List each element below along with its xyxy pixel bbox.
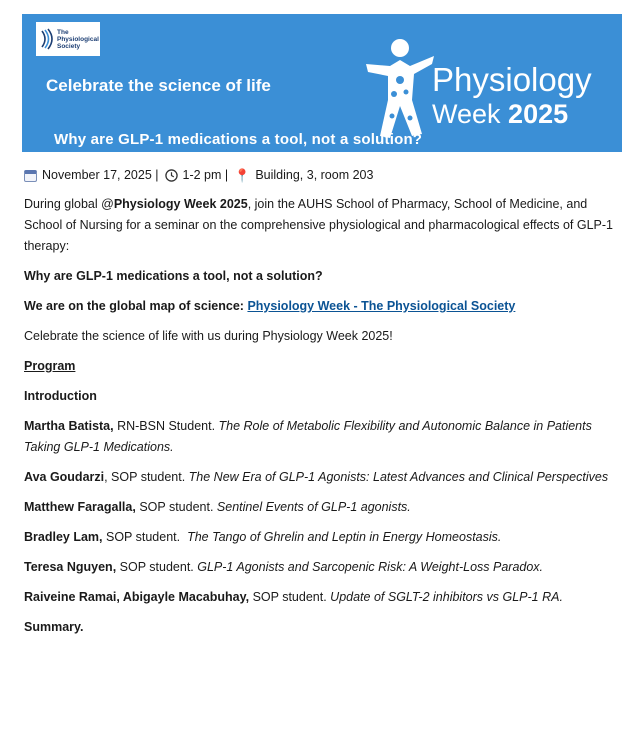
logo-line: The: [57, 28, 69, 36]
celebrate-line: Celebrate the science of life with us during Physiology Week 2025!: [24, 329, 393, 343]
event-details: [24, 165, 624, 647]
program-heading: [24, 356, 624, 377]
intro-text-rest: , join the AUHS School of Pharmacy, School of Medicine, and School of Nursing for a seminar on the comprehensive physiological and pharmacological effects of GLP-1 therapy:: [24, 197, 613, 253]
talk-title: GLP-1 Agonists and Sarcopenic Risk: A Weight-Loss Paradox.: [197, 560, 544, 574]
talk-role: SOP student.: [135, 500, 217, 514]
map-line: [24, 296, 624, 317]
physiology-week-link[interactable]: Physiology Week - The Physiological Society: [247, 299, 516, 313]
talk-title: Sentinel Events of GLP-1 agonists.: [216, 500, 411, 514]
event-location: Building, 3, room 203: [255, 168, 374, 182]
banner-week: [432, 100, 568, 128]
talk-speaker: Teresa Nguyen,: [24, 560, 117, 574]
talk-role: RN-BSN Student.: [113, 419, 219, 433]
intro-text: During global @: [24, 197, 114, 211]
summary-text: Summary.: [24, 620, 84, 634]
talk-speaker: Martha Batista,: [24, 419, 114, 433]
talk-speaker: Bradley Lam,: [24, 530, 103, 544]
talk-speaker: Matthew Faragalla,: [24, 500, 136, 514]
talk-item: [24, 527, 624, 548]
clock-icon: [165, 169, 178, 182]
talk-role: SOP student.: [116, 560, 198, 574]
question-text: Why are GLP-1 medications a tool, not a solution?: [24, 269, 323, 283]
logo-line: Society: [57, 42, 81, 50]
intro-bold: Physiology Week 2025: [113, 197, 248, 211]
talk-item: [24, 467, 624, 488]
calendar-icon: [24, 170, 37, 182]
talk-role: SOP student.: [249, 590, 331, 604]
banner-year: 2025: [508, 99, 569, 129]
talk-speaker: Ava Goudarzi: [24, 470, 105, 484]
talk-role: SOP student.: [102, 530, 188, 544]
talk-title: Update of SGLT-2 inhibitors vs GLP-1 RA.: [330, 590, 563, 604]
map-label: We are on the global map of science:: [24, 299, 244, 313]
banner-question: Why are GLP-1 medications a tool, not a solution?: [54, 131, 423, 148]
pin-icon: 📍: [234, 168, 251, 183]
banner-week-word: Week: [432, 99, 501, 129]
banner-title: Physiology: [432, 61, 592, 98]
talk-item: [24, 587, 624, 608]
talk-speaker: Raiveine Ramai, Abigayle Macabuhay,: [24, 590, 250, 604]
program-heading-text: Program: [24, 359, 76, 373]
talk-item: [24, 416, 624, 458]
event-date: November 17, 2025 |: [42, 168, 159, 182]
physiological-society-logo: [36, 22, 100, 56]
intro-paragraph: [24, 194, 624, 257]
introduction-item: [24, 386, 624, 407]
talk-item: [24, 557, 624, 578]
event-banner: [22, 14, 622, 152]
introduction-text: Introduction: [24, 389, 97, 403]
event-time: 1-2 pm |: [182, 168, 229, 182]
human-figure-icon: [360, 34, 438, 144]
talk-title: The New Era of GLP-1 Agonists: Latest Advances and Clinical Perspectives: [188, 470, 609, 484]
talk-role: , SOP student.: [104, 470, 189, 484]
event-meta: [24, 165, 624, 186]
banner-tagline: Celebrate the science of life: [46, 76, 271, 95]
talk-title: The Tango of Ghrelin and Leptin in Energy Homeostasis.: [187, 530, 502, 544]
talk-title: The Role of Metabolic Flexibility and Autonomic Balance in Patients Taking GLP-1 Medications.: [24, 419, 592, 454]
logo-line: Physiological: [57, 35, 99, 43]
logo-waves-icon: [40, 27, 54, 51]
talk-item: [24, 497, 624, 518]
question-heading: [24, 266, 624, 287]
summary-item: [24, 617, 624, 638]
